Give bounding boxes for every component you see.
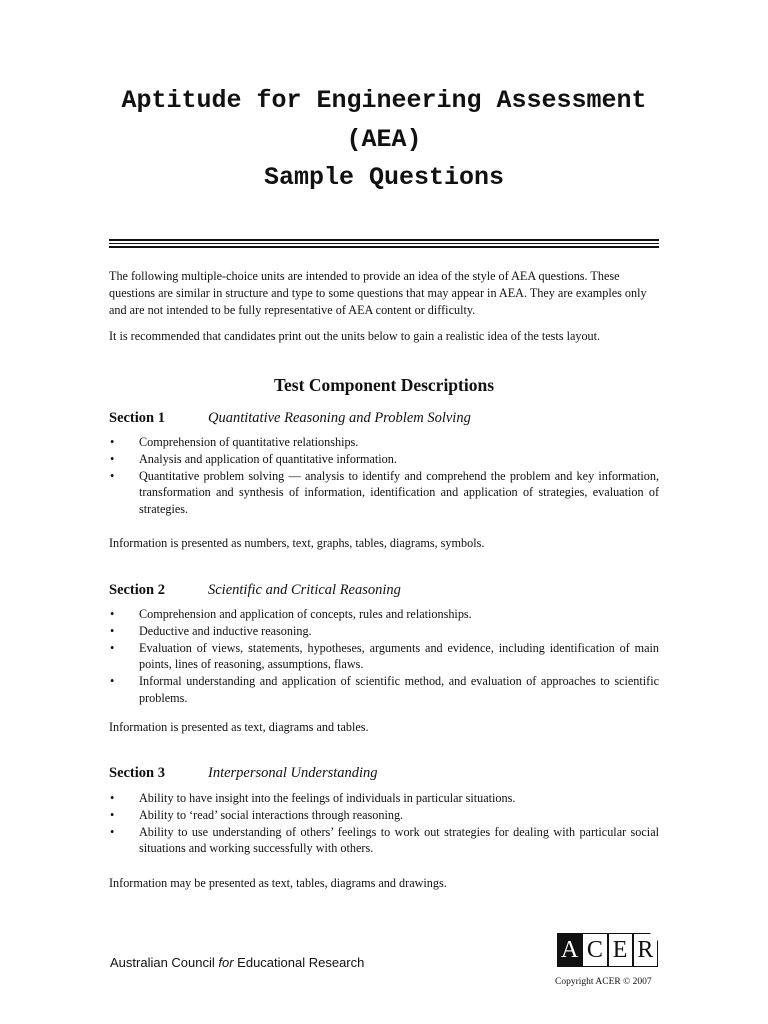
title-line-1: Aptitude for Engineering Assessment — [121, 86, 647, 115]
components-heading: Test Component Descriptions — [273, 375, 495, 395]
list-item-text: Analysis and application of quantitative information. — [139, 451, 397, 466]
intro-paragraph: The following multiple-choice units are intended to provide an idea of the style of AEA questions. These questions are similar in structure and type to some questions that may appear in AEA. They are examples only and are not intended to be fully representative of AEA content or difficulty. — [109, 269, 647, 317]
title-line-3: Sample Questions — [263, 163, 505, 192]
list-item-text: Comprehension and application of concepts, rules and relationships. — [139, 607, 472, 621]
list-item — [109, 807, 659, 824]
section-3-presentation: Information may be presented as text, tables, diagrams and drawings. — [109, 876, 447, 890]
list-item — [109, 606, 659, 623]
bullet-glyph: • — [110, 791, 115, 805]
list-item-text: Ability to ‘read’ social interactions through reasoning. — [139, 807, 404, 822]
org-name-part-1: Australian Council — [110, 955, 219, 970]
logo-letter-r: R — [633, 933, 658, 967]
list-item-text: Deductive and inductive reasoning. — [139, 623, 312, 638]
bullet-glyph: • — [110, 623, 115, 638]
section-2-header — [109, 580, 659, 600]
list-item-text: Informal understanding and application of scientific method, and evaluation of approaches to scientific problems. — [139, 674, 659, 705]
title-line-2: (AEA) — [346, 124, 422, 154]
title-rule-middle — [109, 243, 659, 244]
bullet-glyph: • — [110, 674, 115, 689]
logo-letter-a: A — [557, 933, 582, 967]
section-3-header — [109, 763, 659, 783]
org-name-part-2: for — [218, 955, 234, 970]
list-item-text: Quantitative problem solving — analysis to identify and comprehend the problem and key information, transformation and synthesis of information, identification and application of strategies, evaluation of strategies. — [139, 468, 659, 517]
bullet-glyph: • — [110, 807, 115, 822]
section-1-name: Quantitative Reasoning and Problem Solving — [208, 410, 471, 426]
list-item-text: Evaluation of views, statements, hypotheses, arguments and evidence, including identification of main points, lines of reasoning, assumptions, flaws. — [139, 640, 659, 672]
list-item — [109, 623, 659, 640]
recommendation-paragraph: It is recommended that candidates print out the units below to gain a realistic idea of the tests layout. — [109, 329, 601, 343]
list-item-text: Ability to use understanding of others’ feelings to work out strategies for dealing with particular social situations and working successfully with others. — [139, 824, 659, 856]
list-item — [109, 434, 659, 451]
bullet-glyph: • — [110, 640, 115, 655]
section-3-label: Section 3 — [109, 765, 165, 781]
section-1-bullets — [109, 434, 659, 518]
list-item — [109, 790, 659, 807]
list-item — [109, 451, 659, 468]
org-name-part-3: Educational Research — [233, 955, 365, 970]
list-item — [109, 468, 659, 518]
list-item — [109, 640, 659, 674]
bullet-glyph: • — [110, 468, 115, 483]
bullet-glyph: • — [110, 607, 115, 621]
section-2-label: Section 2 — [109, 582, 165, 598]
list-item-text: Comprehension of quantitative relationships. — [139, 435, 359, 449]
organisation-name — [110, 955, 364, 970]
section-1-presentation: Information is presented as numbers, text, graphs, tables, diagrams, symbols. — [109, 536, 485, 550]
list-item — [109, 824, 659, 858]
section-1-label: Section 1 — [109, 410, 165, 426]
list-item — [109, 673, 659, 707]
section-2-presentation: Information is presented as text, diagrams and tables. — [109, 720, 369, 734]
section-3-name: Interpersonal Understanding — [208, 765, 378, 781]
acer-logo — [557, 933, 658, 967]
section-3-bullets — [109, 790, 659, 857]
document-title — [0, 82, 768, 198]
bullet-glyph: • — [110, 435, 115, 449]
title-rule-bottom — [109, 246, 659, 248]
section-2-name: Scientific and Critical Reasoning — [208, 582, 401, 598]
logo-letter-c: C — [582, 933, 607, 967]
bullet-glyph: • — [110, 824, 115, 839]
section-2-bullets — [109, 606, 659, 707]
list-item-text: Ability to have insight into the feelings of individuals in particular situations. — [139, 791, 516, 805]
logo-corner-fold — [650, 933, 658, 941]
logo-letter-e: E — [608, 933, 633, 967]
bullet-glyph: • — [110, 451, 115, 466]
title-rule-top — [109, 239, 659, 241]
section-1-header — [109, 408, 659, 428]
copyright-notice: Copyright ACER © 2007 — [555, 977, 652, 987]
